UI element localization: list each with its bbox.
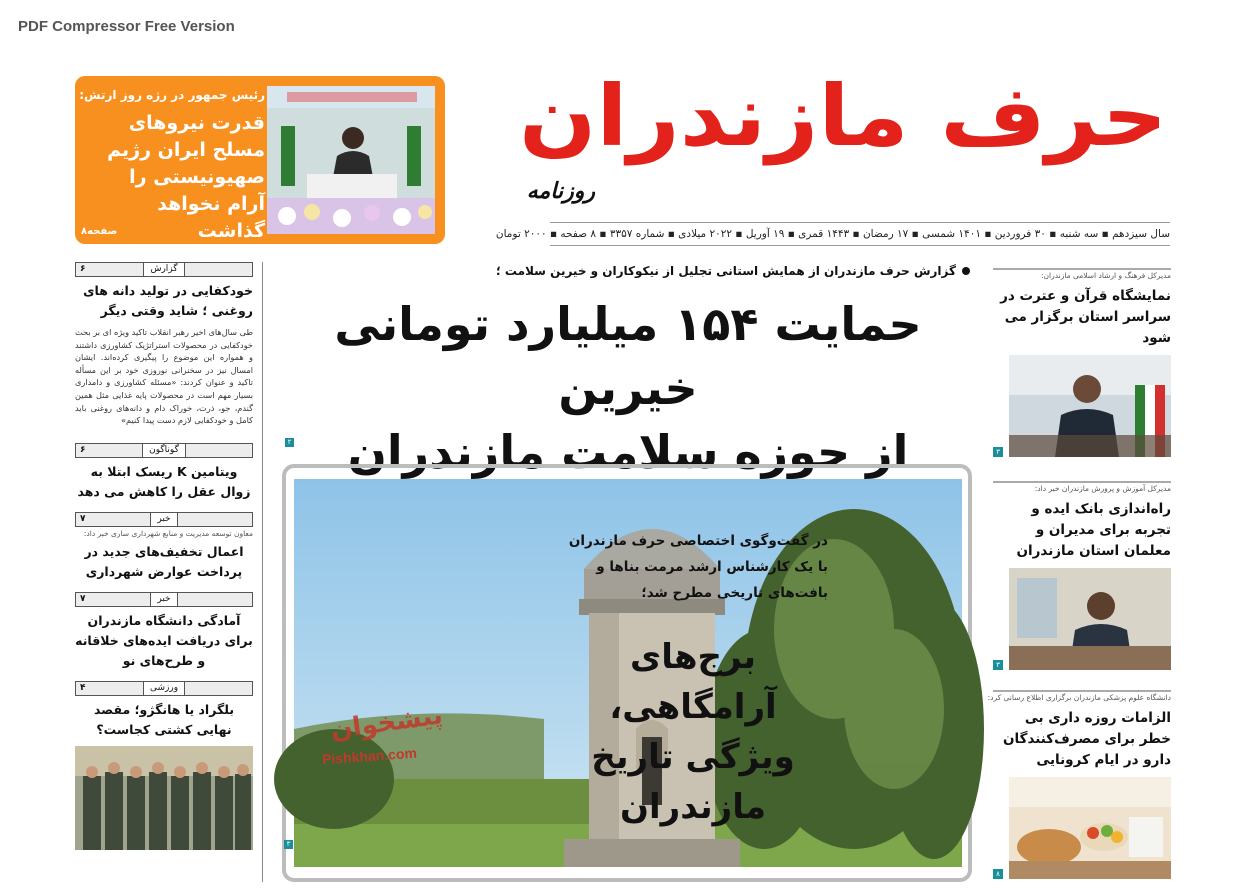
- wrestling-team-photo: [75, 746, 253, 850]
- story-photo: [993, 355, 1171, 457]
- promo-photo: [267, 86, 435, 234]
- column-rule: [262, 262, 263, 882]
- story-photo: [993, 568, 1171, 670]
- pdf-watermark: PDF Compressor Free Version: [18, 18, 235, 35]
- section-tab: ۴ ورزشی: [75, 681, 253, 696]
- bullet-icon: [962, 267, 970, 275]
- promo-box[interactable]: [75, 76, 445, 244]
- story-headline[interactable]: آمادگی دانشگاه مازندران برای دریافت ایده‌های خلاقانه و طرح‌های نو: [75, 612, 253, 668]
- promo-page-ref: صفحه۸: [81, 226, 118, 237]
- dateline: سال سیزدهم ▪ سه شنبه ▪ ۳۰ فروردین ▪ ۱۴۰۱ شمسی ▪ ۱۷ رمضان ▪ ۱۴۴۳ قمری ▪ ۱۹ آوریل ▪ ۲۰۲۲ میلادی ▪ شماره ۳۳۵۷ ▪ ۸ صفحه ▪ ۲۰۰۰ تومان: [550, 222, 1170, 246]
- right-story-1[interactable]: [993, 268, 1171, 457]
- president-photo-icon: [267, 86, 435, 234]
- masthead: [518, 67, 1175, 208]
- official-at-desk-photo-icon: [1009, 568, 1171, 670]
- promo-kicker: رئیس جمهور در رژه روز ارتش:: [79, 88, 265, 102]
- section-tab: ۷ خبر: [75, 592, 253, 607]
- iftar-food-photo-icon: [1009, 777, 1171, 879]
- newspaper-subtitle: روزنامه: [526, 178, 595, 204]
- pishkhan-site-watermark: Pishkhan.com: [321, 744, 418, 768]
- right-story-3[interactable]: [987, 690, 1171, 879]
- page-tag: ۳: [993, 447, 1003, 457]
- story-headline[interactable]: اعمال تخفیف‌های جدید در پرداخت عوارض شهرداری: [84, 543, 244, 579]
- official-photo-icon: [1009, 355, 1171, 457]
- story-headline[interactable]: ویتامین K ریسک ابتلا به زوال عقل را کاهش می دهد: [77, 463, 251, 499]
- lead-headline[interactable]: حمایت ۱۵۴ میلیارد تومانی خیرین از حوزه سلامت مازندران: [334, 297, 922, 479]
- left-story-1[interactable]: [75, 262, 253, 427]
- story-headline[interactable]: خودکفایی در تولید دانه های روغنی ؛ شاید وقتی دیگر: [83, 283, 253, 318]
- story-kicker: معاون توسعه مدیریت و منابع شهرداری ساری خبر داد:: [83, 528, 253, 538]
- right-story-2[interactable]: [993, 481, 1171, 670]
- feature-headline[interactable]: برج‌های آرامگاهی، ویژگی تاریخ مازندران: [591, 637, 795, 827]
- story-headline[interactable]: الزامات روزه داری بی خطر برای مصرف‌کنندگان دارو در ایام کرونایی: [1003, 710, 1171, 768]
- lead-page-marker: ۲: [285, 438, 294, 447]
- story-kicker: مدیرکل آموزش و پرورش مازندران خبر داد:: [993, 481, 1171, 497]
- left-story-2[interactable]: [75, 443, 253, 502]
- newspaper-title: حرف مازندران: [518, 67, 1167, 165]
- section-tab: ۶ گوناگون: [75, 443, 253, 458]
- feature-page-marker: ۳: [284, 840, 293, 849]
- team-photo-icon: [75, 746, 253, 850]
- story-headline[interactable]: راه‌اندازی بانک ایده و تجربه برای مدیران و معلمان استان مازندران: [1016, 501, 1171, 559]
- pishkhan-watermark: پیشخوان: [328, 700, 445, 746]
- left-story-4[interactable]: [75, 592, 253, 671]
- section-tab: ۶ گزارش: [75, 262, 253, 277]
- lead-kicker: گزارش حرف مازندران از همایش استانی تجلیل از نیکوکاران و خیرین سلامت ؛: [496, 264, 970, 278]
- left-column: [75, 262, 253, 850]
- story-body: طی سال‌های اخیر رهبر انقلاب تاکید ویژه ای بر بحث خودکفایی در محصولات استراتژیک کشاورزی داشتند و همواره این موضوع را پیگیری کرده‌اند. ایشان امسال نیز در سخنرانی نوروزی خود بر این مسأله تاکید و عنوان کردند: «مسئله کشاورزی و دامداری بسیار مهم است در محصولات پایه غذایی مثل همین گندم، جو، ذرت، خوراک دام و دانه‌های روغنی باید کامل و خودکفایی لازم دست پیدا کنیم»: [75, 327, 253, 426]
- section-tab: ۷ خبر: [75, 512, 253, 527]
- story-headline[interactable]: بلگراد یا هانگژو؛ مقصد نهایی کشتی کجاست؟: [93, 701, 235, 737]
- left-story-5[interactable]: [75, 681, 253, 850]
- story-kicker: دانشگاه علوم پزشکی مازندران برگزاری اطلاع رسانی کرد:: [993, 690, 1171, 706]
- page-tag: ۳: [993, 660, 1003, 670]
- story-photo: [993, 777, 1171, 879]
- story-headline[interactable]: نمایشگاه قرآن و عترت در سراسر استان برگزار می شود: [1000, 288, 1171, 346]
- left-story-3[interactable]: [75, 512, 253, 582]
- story-kicker: مدیرکل فرهنگ و ارشاد اسلامی مازندران:: [993, 268, 1171, 284]
- page-tag: ۸: [993, 869, 1003, 879]
- feature-intro: در گفت‌وگوی اختصاصی حرف مازندران با یک کارشناس ارشد مرمت بناها و بافت‌های تاریخی مطرح شد؛: [568, 533, 828, 601]
- promo-headline[interactable]: قدرت نیروهای مسلح ایران رژیم صهیونیستی را آرام نخواهد گذاشت: [107, 112, 265, 242]
- right-column: [987, 268, 1171, 879]
